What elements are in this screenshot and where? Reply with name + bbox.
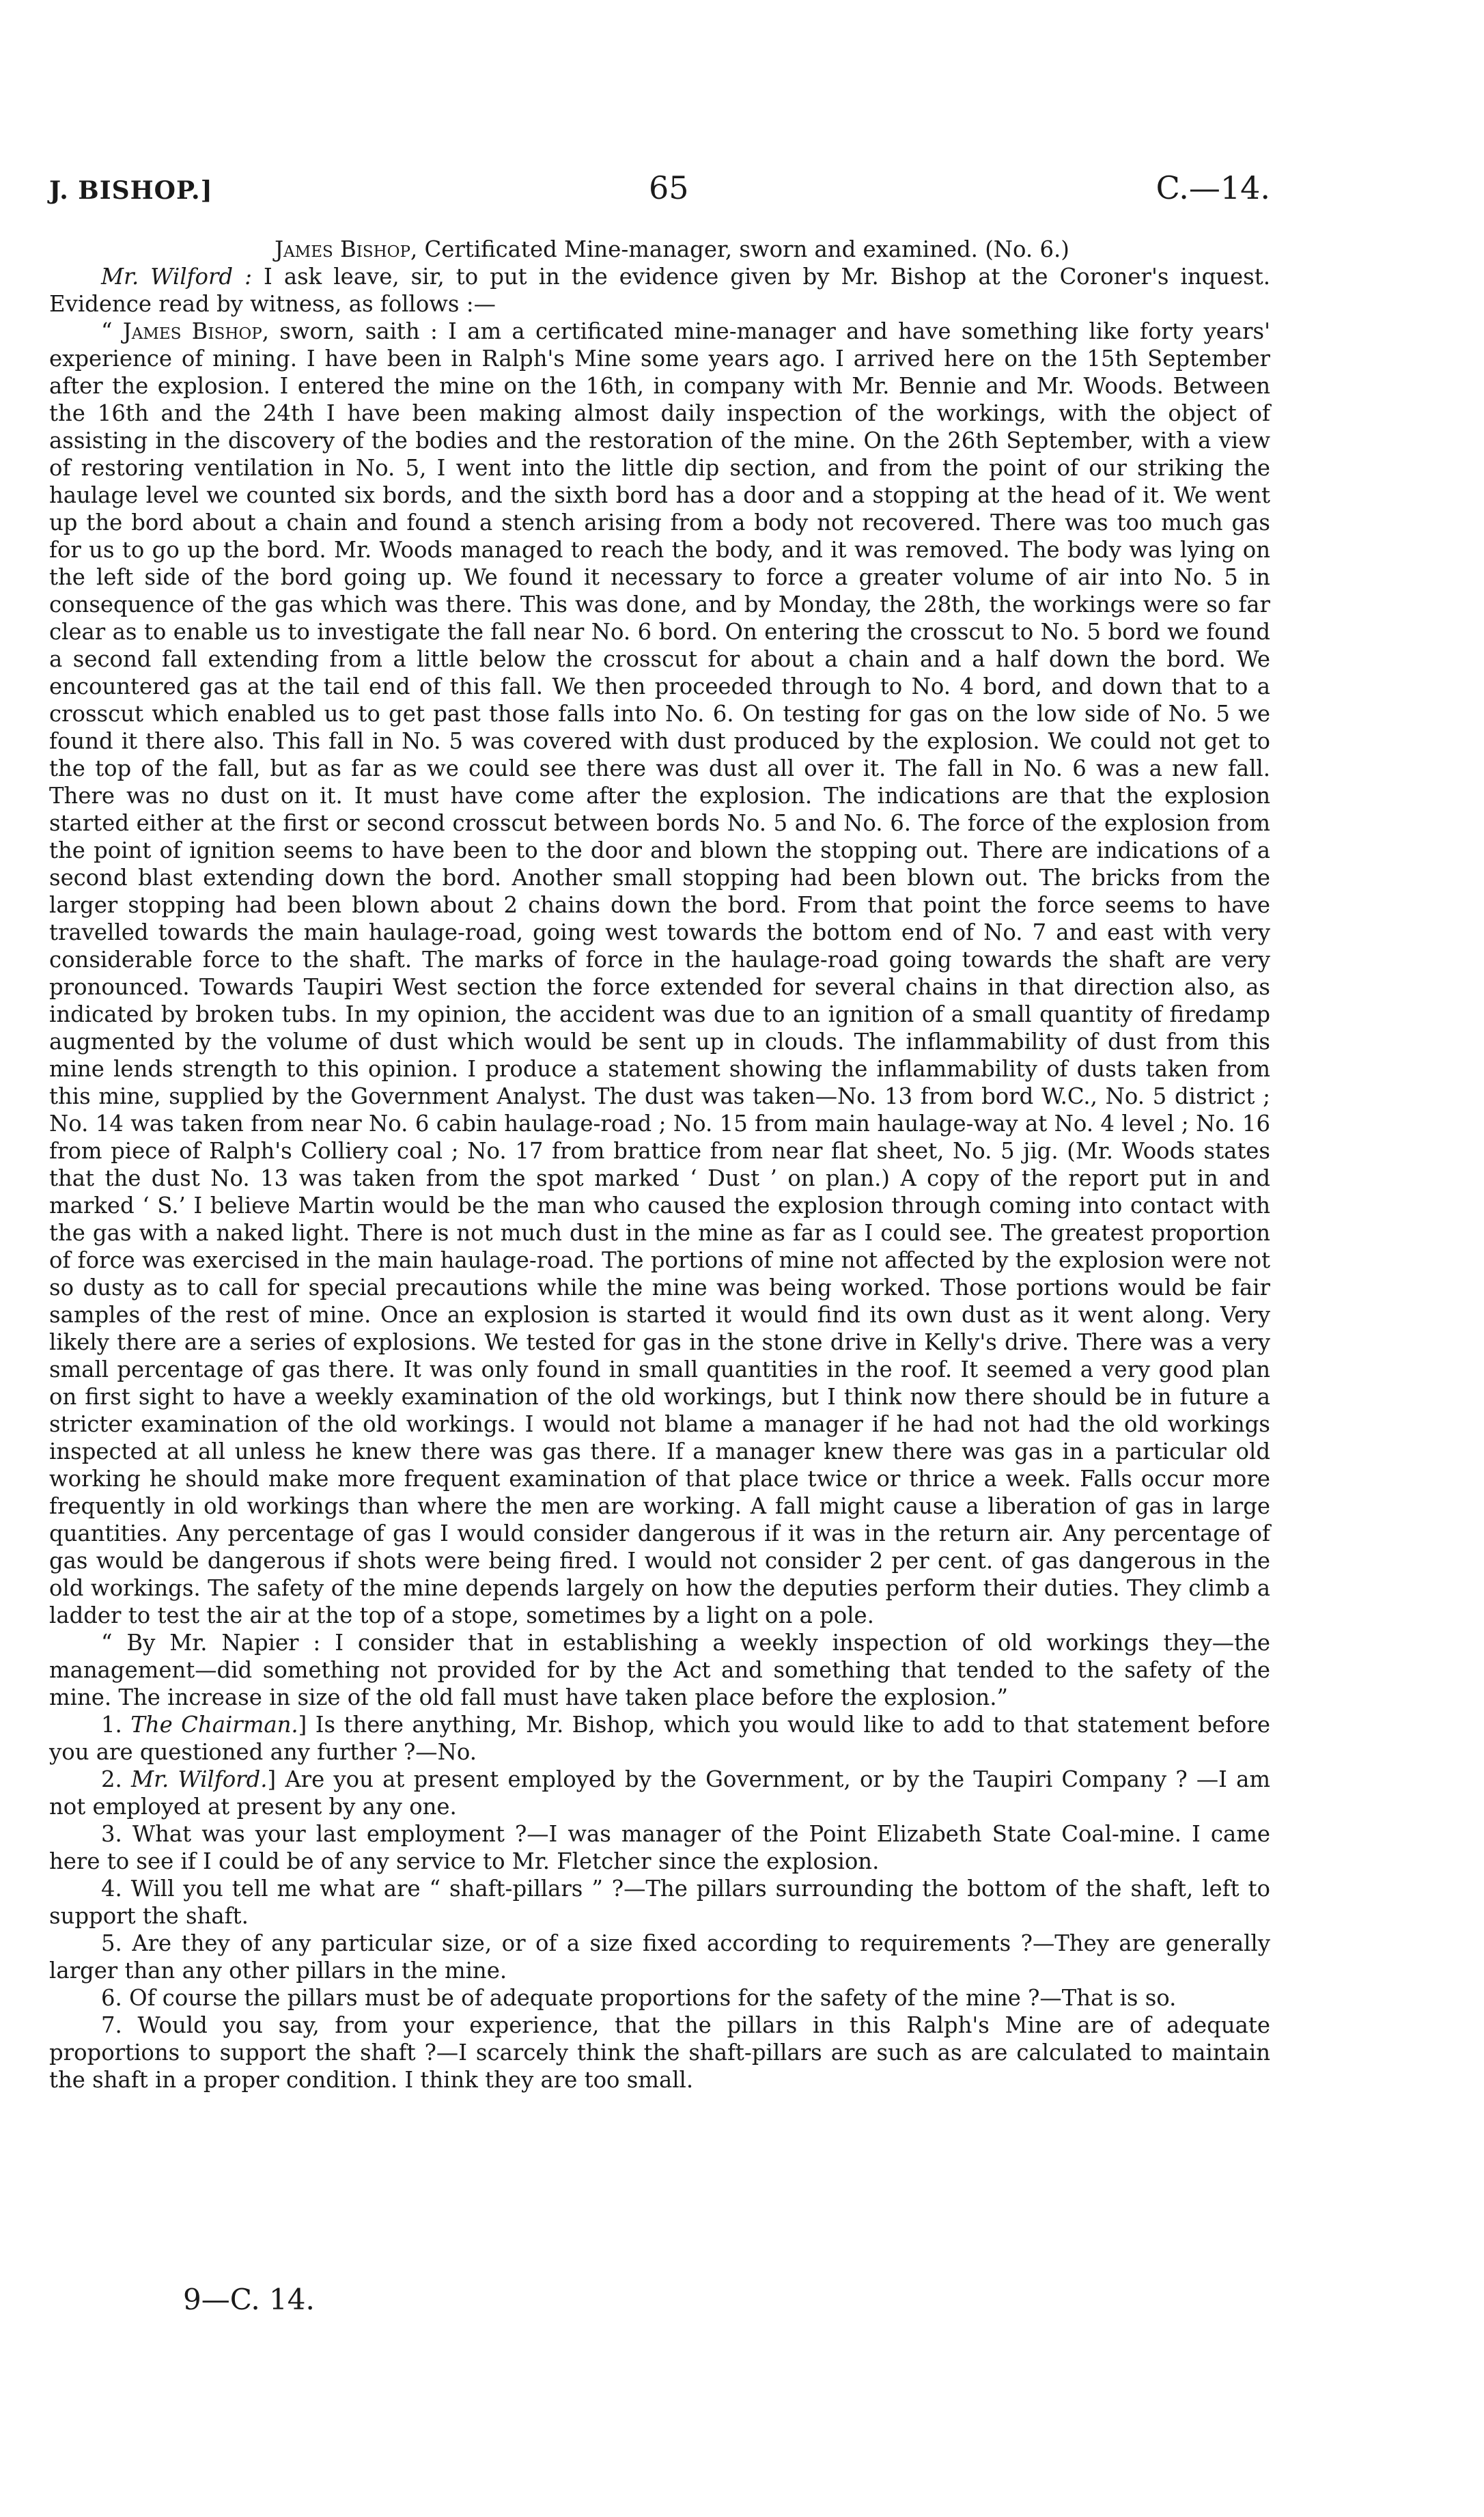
qa-number: 1. — [101, 1712, 122, 1738]
document-reference: C.—14. — [1156, 169, 1270, 206]
qa-text: Would you say, from your experience, that the pillars in this Ralph's Mine are of adequate proportions to support the shaft ?—I scarcely think the shaft-pillars are such as are calculated to maintain the shaft in a proper condition. I think they are too small. — [49, 2012, 1270, 2093]
page-number: 65 — [649, 169, 689, 206]
qa-speaker: Mr. Wilford. — [131, 1766, 268, 1792]
evidence-paragraph — [49, 318, 1270, 1629]
qa-number: 7. — [101, 2012, 122, 2038]
intro-text: I ask leave, sir, to put in the evidence given by Mr. Bishop at the Coroner's inquest. Evidence read by witness, as follows :— — [49, 264, 1270, 317]
qa-number: 5. — [101, 1930, 122, 1956]
witness-name: James Bishop, — [275, 236, 418, 262]
signature-mark: 9—C. 14. — [183, 2283, 315, 2316]
intro-paragraph — [49, 263, 1270, 318]
qa-item-1 — [49, 1711, 1270, 1766]
qa-item-7 — [49, 2012, 1270, 2094]
witness-header: J. BISHOP.] — [49, 176, 213, 205]
intro-speaker: Mr. Wilford : — [101, 264, 252, 290]
qa-text: ] Are you at present employed by the Government, or by the Taupiri Company ? —I am not employed at present by any one. — [49, 1766, 1270, 1820]
witness-title-rest: Certificated Mine-manager, sworn and examined. (No. 6.) — [417, 236, 1069, 262]
qa-text: Are they of any particular size, or of a size fixed according to requirements ?—They are generally larger than any other pillars in the mine. — [49, 1930, 1270, 1984]
qa-number: 4. — [101, 1876, 122, 1902]
evidence-open-quote: “ — [101, 318, 123, 344]
evidence-name: James Bishop, — [122, 318, 269, 344]
napier-paragraph: “ By Mr. Napier : I consider that in establishing a weekly inspection of old workings they—the management—did something not provided for by the Act and something that tended to the safety of the mine. The increase in size of the old fall must have taken place before the explosion.” — [49, 1630, 1270, 1710]
qa-number: 6. — [101, 1985, 122, 2011]
qa-number: 3. — [101, 1821, 122, 1847]
page-body — [49, 236, 1270, 2094]
qa-item-4 — [49, 1875, 1270, 1930]
qa-text: What was your last employment ?—I was manager of the Point Elizabeth State Coal-mine. I came here to see if I could be of any service to Mr. Fletcher since the explosion. — [49, 1821, 1270, 1874]
page-header — [49, 169, 1270, 219]
qa-item-2 — [49, 1766, 1270, 1820]
qa-text: Will you tell me what are “ shaft-pillars ” ?—The pillars surrounding the bottom of the shaft, left to support the shaft. — [49, 1876, 1270, 1929]
qa-speaker: The Chairman. — [130, 1712, 298, 1738]
witness-title — [49, 236, 1270, 263]
qa-item-5 — [49, 1930, 1270, 1984]
evidence-text: sworn, saith : I am a certificated mine-manager and have something like forty years' experience of mining. I have been in Ralph's Mine some years ago. I arrived here on the 15th September after the explosion. I entered the mine on the 16th, in company with Mr. Bennie and Mr. Woods. Between the 16th and the 24th I have been making almost daily inspection of the workings, with the object of assisting in the discovery of the bodies and the restoration of the mine. On the 26th September, with a view of restoring ventilation in No. 5, I went into the little dip section, and from the point of our striking the haulage level we counted six bords, and the sixth bord has a door and a stopping at the head of it. We went up the bord about a chain and found a stench arising from a body not recovered. There was too much gas for us to go up the bord. Mr. Woods managed to reach the body, and it was removed. The body was lying on the left side of the bord going up. We found it necessary to force a greater volume of air into No. 5 in consequence of the gas which was there. This was done, and by Monday, the 28th, the workings were so far clear as to enable us to investigate the fall near No. 6 bord. On entering the crosscut to No. 5 bord we found a second fall extending from a little below the crosscut for about a chain and a half down the bord. We encountered gas at the tail end of this fall. We then proceeded through to No. 4 bord, and down that to a crosscut which enabled us to get past those falls into No. 6. On testing for gas on the low side of No. 5 we found it there also. This fall in No. 5 was covered with dust produced by the explosion. We could not get to the top of the fall, but as far as we could see there was dust all over it. The fall in No. 6 was a new fall. There was no dust on it. It must have come after the explosion. The indications are that the explosion started either at the first or second crosscut between bords No. 5 and No. 6. The force of the explosion from the point of ignition seems to have been to the door and blown the stopping out. There are indications of a second blast extending down the bord. Another small stopping had been blown out. The bricks from the larger stopping had been blown about 2 chains down the bord. From that point the force seems to have travelled towards the main haulage-road, going west towards the bottom end of No. 7 and east with very considerable force to the shaft. The marks of force in the haulage-road going towards the shaft are very pronounced. Towards Taupiri West section the force extended for several chains in that direction also, as indicated by broken tubs. In my opinion, the accident was due to an ignition of a small quantity of firedamp augmented by the volume of dust which would be sent up in clouds. The inflammability of dust from this mine lends strength to this opinion. I produce a statement showing the inflammability of dusts taken from this mine, supplied by the Government Analyst. The dust was taken—No. 13 from bord W.C., No. 5 district ; No. 14 was taken from near No. 6 cabin haulage-road ; No. 15 from main haulage-way at No. 4 level ; No. 16 from piece of Ralph's Colliery coal ; No. 17 from brattice from near flat sheet, No. 5 jig. (Mr. Woods states that the dust No. 13 was taken from the spot marked ‘ Dust ’ on plan.) A copy of the report put in and marked ‘ S.’ I believe Martin would be the man who caused the explosion through coming into contact with the gas with a naked light. There is not much dust in the mine as far as I could see. The greatest proportion of force was exercised in the main haulage-road. The portions of mine not affected by the explosion were not so dusty as to call for special precautions while the mine was being worked. Those portions would be fair samples of the rest of mine. Once an explosion is started it would find its own dust as it went along. Very likely there are a series of explosions. We tested for gas in the stone drive in Kelly's drive. There was a very small percentage of gas there. It was only found in small quantities in the roof. It seemed a very good plan on first sight to have a weekly examination of the old workings, but I think now there should be in future a stricter examination of the old workings. I would not blame a manager if he had not had the old workings inspected at all unless he knew there was gas there. If a manager knew there was gas in a particular old working he should make more frequent examination of that place twice or thrice a week. Falls occur more frequently in old workings than where the men are working. A fall might cause a liberation of gas in large quantities. Any percentage of gas I would consider dangerous if it was in the return air. Any percentage of gas would be dangerous if shots were being fired. I would not consider 2 per cent. of gas dangerous in the old workings. The safety of the mine depends largely on how the deputies perform their duties. They climb a ladder to test the air at the top of a stope, sometimes by a light on a pole. — [49, 318, 1270, 1628]
qa-item-6 — [49, 1984, 1270, 2012]
qa-item-3 — [49, 1820, 1270, 1875]
qa-text: ] Is there anything, Mr. Bishop, which you would like to add to that statement before you are questioned any further ?—No. — [49, 1712, 1270, 1765]
qa-number: 2. — [101, 1766, 122, 1792]
qa-text: Of course the pillars must be of adequate proportions for the safety of the mine ?—That is so. — [129, 1985, 1177, 2011]
